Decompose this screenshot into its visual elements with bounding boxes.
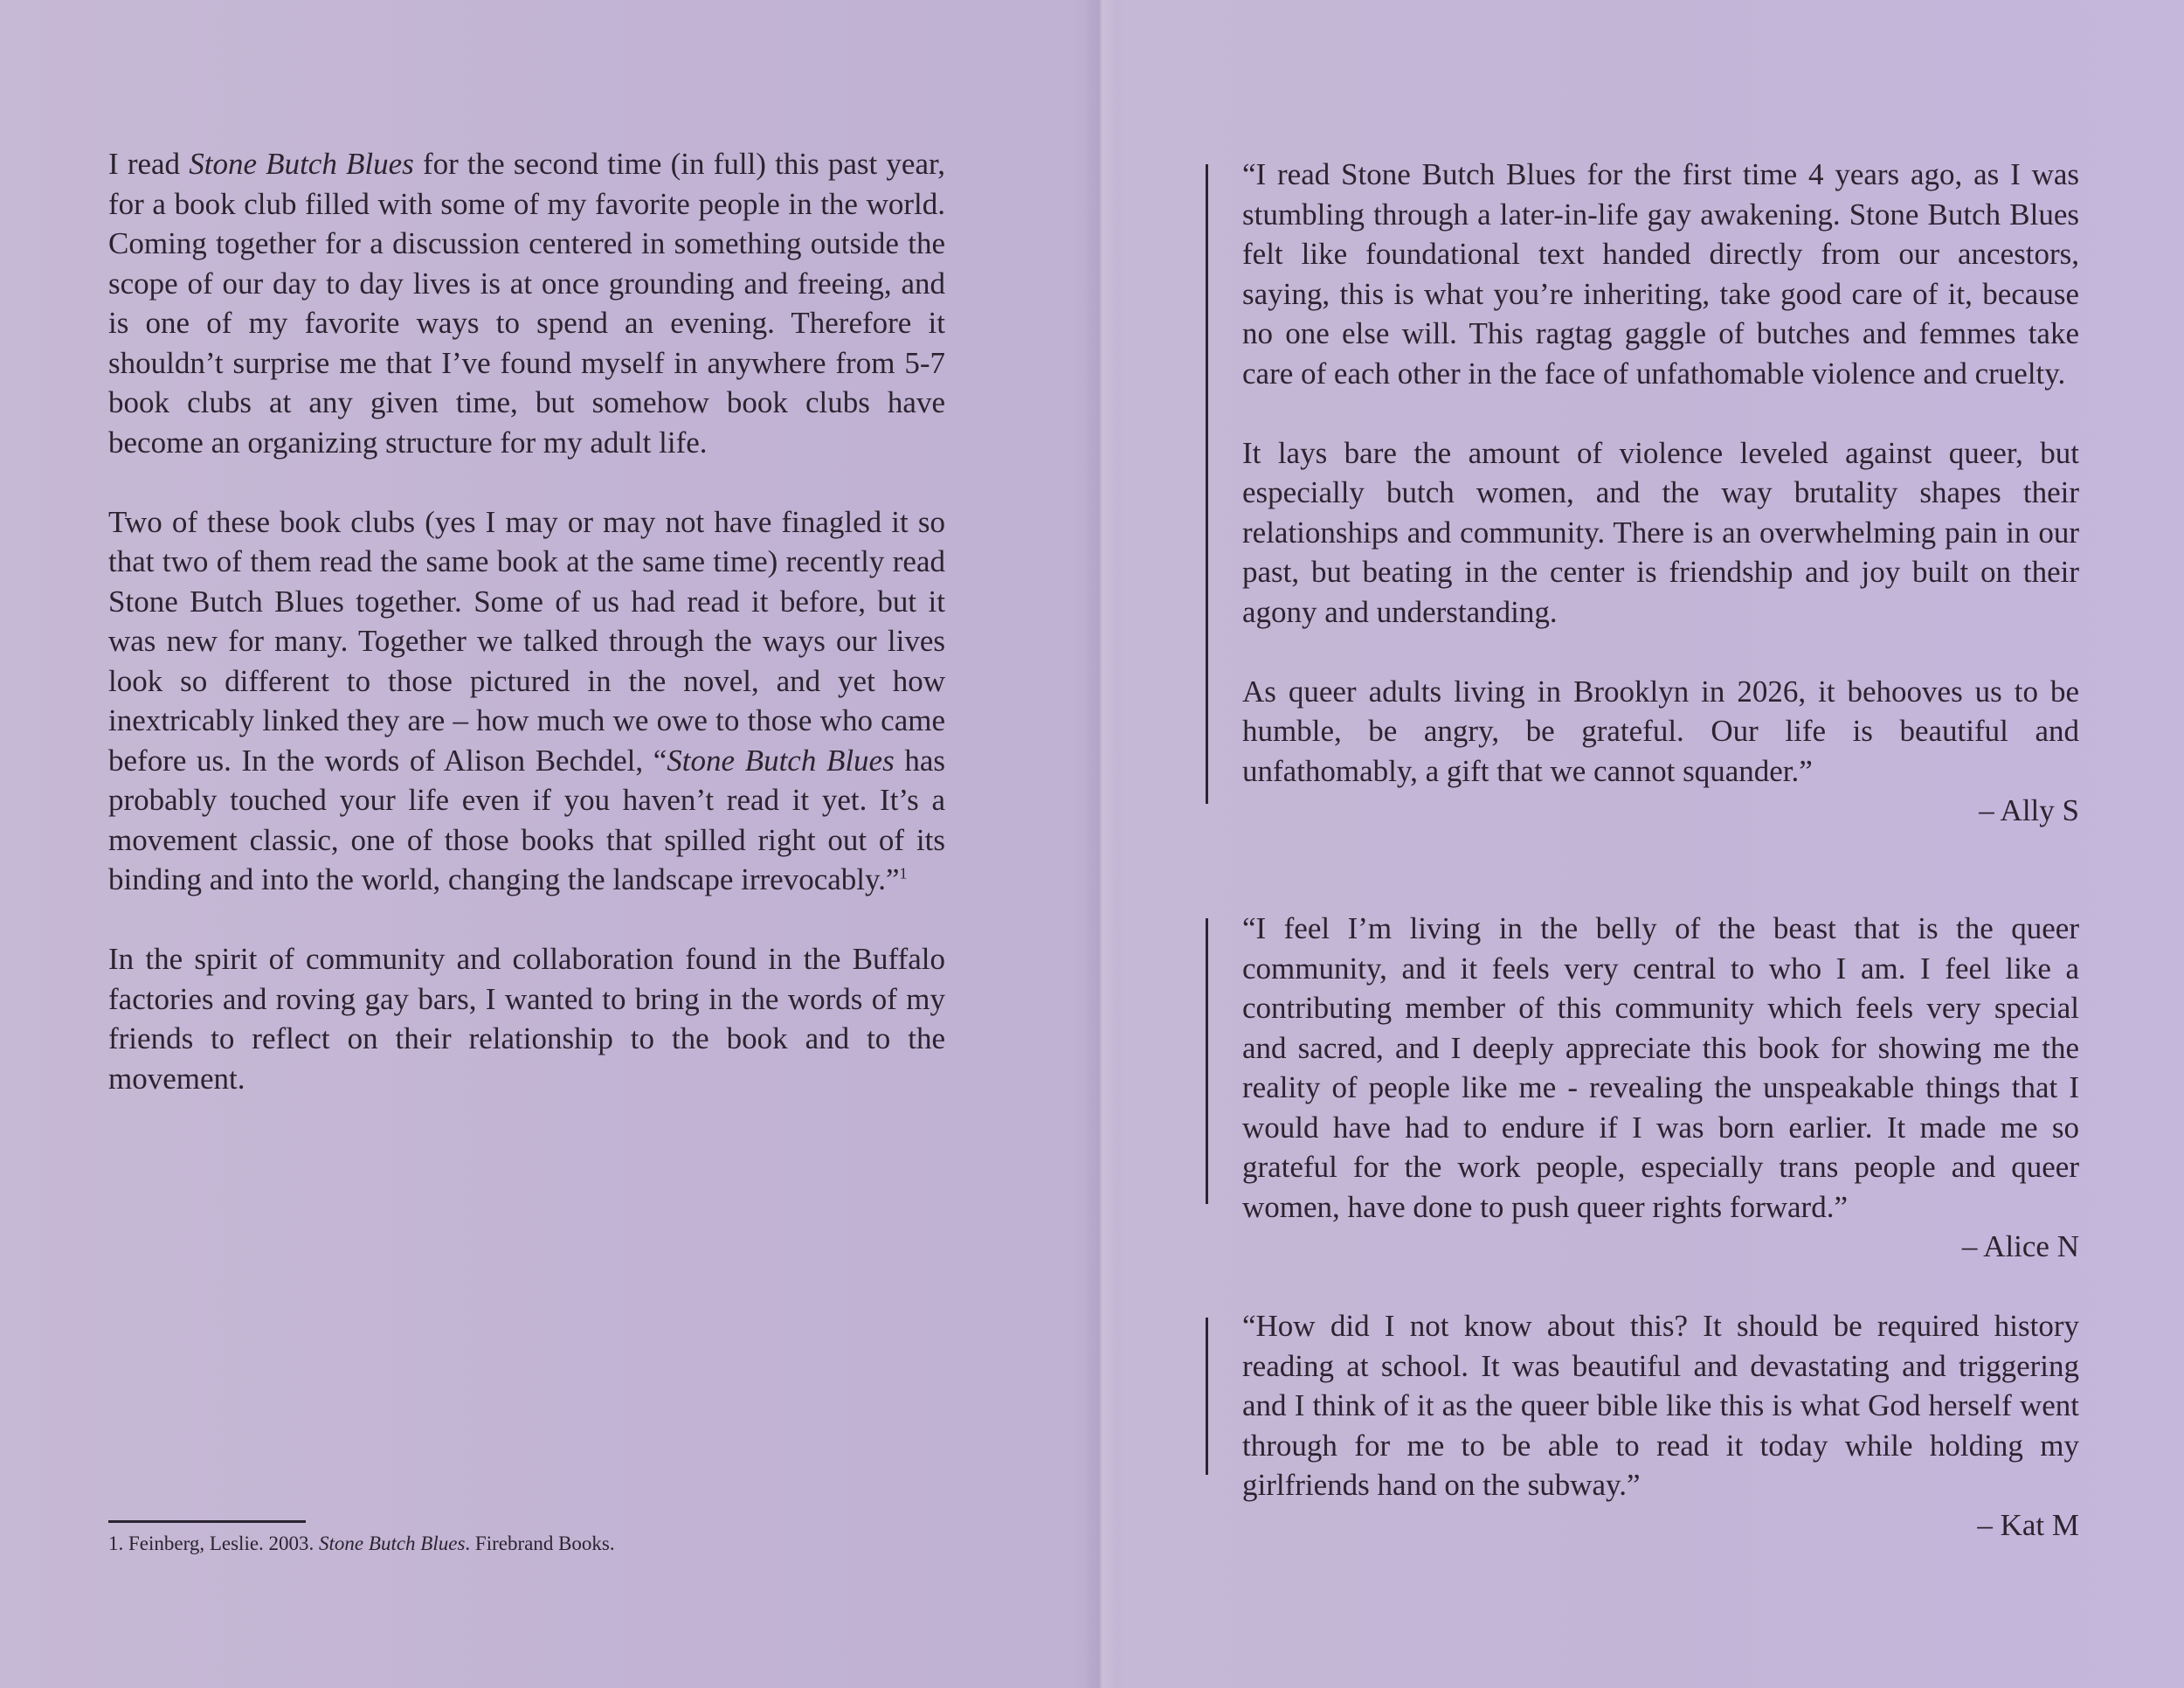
quote-ally [1242,155,2079,831]
text-run: 1. Feinberg, Leslie. 2003. [108,1532,320,1554]
book-title: Stone Butch Blues [667,743,895,778]
quote-kat [1242,1306,2079,1545]
book-title: Stone Butch Blues [319,1532,466,1554]
footnote [108,1531,615,1557]
quote-paragraph: “I read Stone Butch Blues for the first time 4 years ago, as I was stumbling through a later-in-life gay awakening. Stone Butch Blues felt like foundational text handed directly from our ancestors, saying, this is what you’re inheriting, take good care of it, because no one else will. This ragtag gaggle of butches and femmes take care of each other in the face of unfathomable violence and cruelty. [1242,157,2079,391]
intro-essay [108,144,945,1098]
text-run: I read [108,147,190,181]
quote-bar [1206,164,1208,804]
book-title: Stone Butch Blues [189,147,414,181]
quote-attribution: – Kat M [1977,1507,2079,1542]
essay-paragraph-1 [108,144,945,462]
text-run: Two of these book clubs (yes I may or may not have finagled it so that two of them read the same book at the same time) recently read Stone Butch Blues together. Some of us had read it before, but it was new for many. Together we talked through the ways our lives look so different to those pictured in the novel, and yet how inextricably linked they are – how much we owe to those who came before us. In the words of Alison Bechdel, “ [108,504,945,778]
essay-paragraph-2 [108,502,945,900]
quote-paragraph: “I feel I’m living in the belly of the beast that is the queer community, and it feels very central to who I am. I feel like a contributing member of this community which feels very special and sacred, and I deeply appreciate this book for showing me the reality of people like me - revealing the unspeakable things that I would have had to endure if I was born earlier. It made me so grateful for the work people, especially trans people and queer women, have done to push queer rights forward.” [1242,911,2079,1224]
quote-attribution: – Ally S [1979,793,2079,827]
quote-bar [1206,918,1208,1204]
quote-attribution: – Alice N [1961,1229,2079,1263]
quote-alice [1242,909,2079,1267]
quote-paragraph: As queer adults living in Brooklyn in 2026, it behooves us to be humble, be angry, be grateful. Our life is beautiful and unfathomably, a gift that we cannot squander.” [1242,674,2079,788]
text-run: for the second time (in full) this past year, for a book club filled with some of my favorite people in the world. Coming together for a discussion centered in something outside the scope of our day to day lives is at once grounding and freeing, and is one of my favorite ways to spend an evening. Therefore it shouldn’t surprise me that I’ve found myself in anywhere from 5-7 book clubs at any given time, but somehow book clubs have become an organizing structure for my adult life. [108,147,945,460]
quote-bar [1206,1318,1208,1475]
footnote-divider [108,1520,306,1523]
quote-paragraph: “How did I not know about this? It should be required history reading at school. It was beautiful and devastating and triggering and I think of it as the queer bible like this is what God herself went through for me to be able to read it today while holding my girlfriends hand on the subway.” [1242,1309,2079,1502]
text-run: has probably touched your life even if you haven’t read it yet. It’s a movement classic, one of those books that spilled right out of its binding and into the world, changing the landscape irrevocably.” [108,743,946,896]
text-run: . Firebrand Books. [465,1532,615,1554]
footnote-marker[interactable]: 1 [899,864,908,882]
quote-paragraph: It lays bare the amount of violence leveled against queer, but especially butch women, and the way brutality shapes their relationships and community. There is an overwhelming pain in our past, but beating in the center is friendship and joy built on their agony and understanding. [1242,435,2079,629]
essay-paragraph-3: In the spirit of community and collaboration found in the Buffalo factories and roving gay bars, I wanted to bring in the words of my friends to reflect on their relationship to the book and to the movement. [108,942,945,1096]
